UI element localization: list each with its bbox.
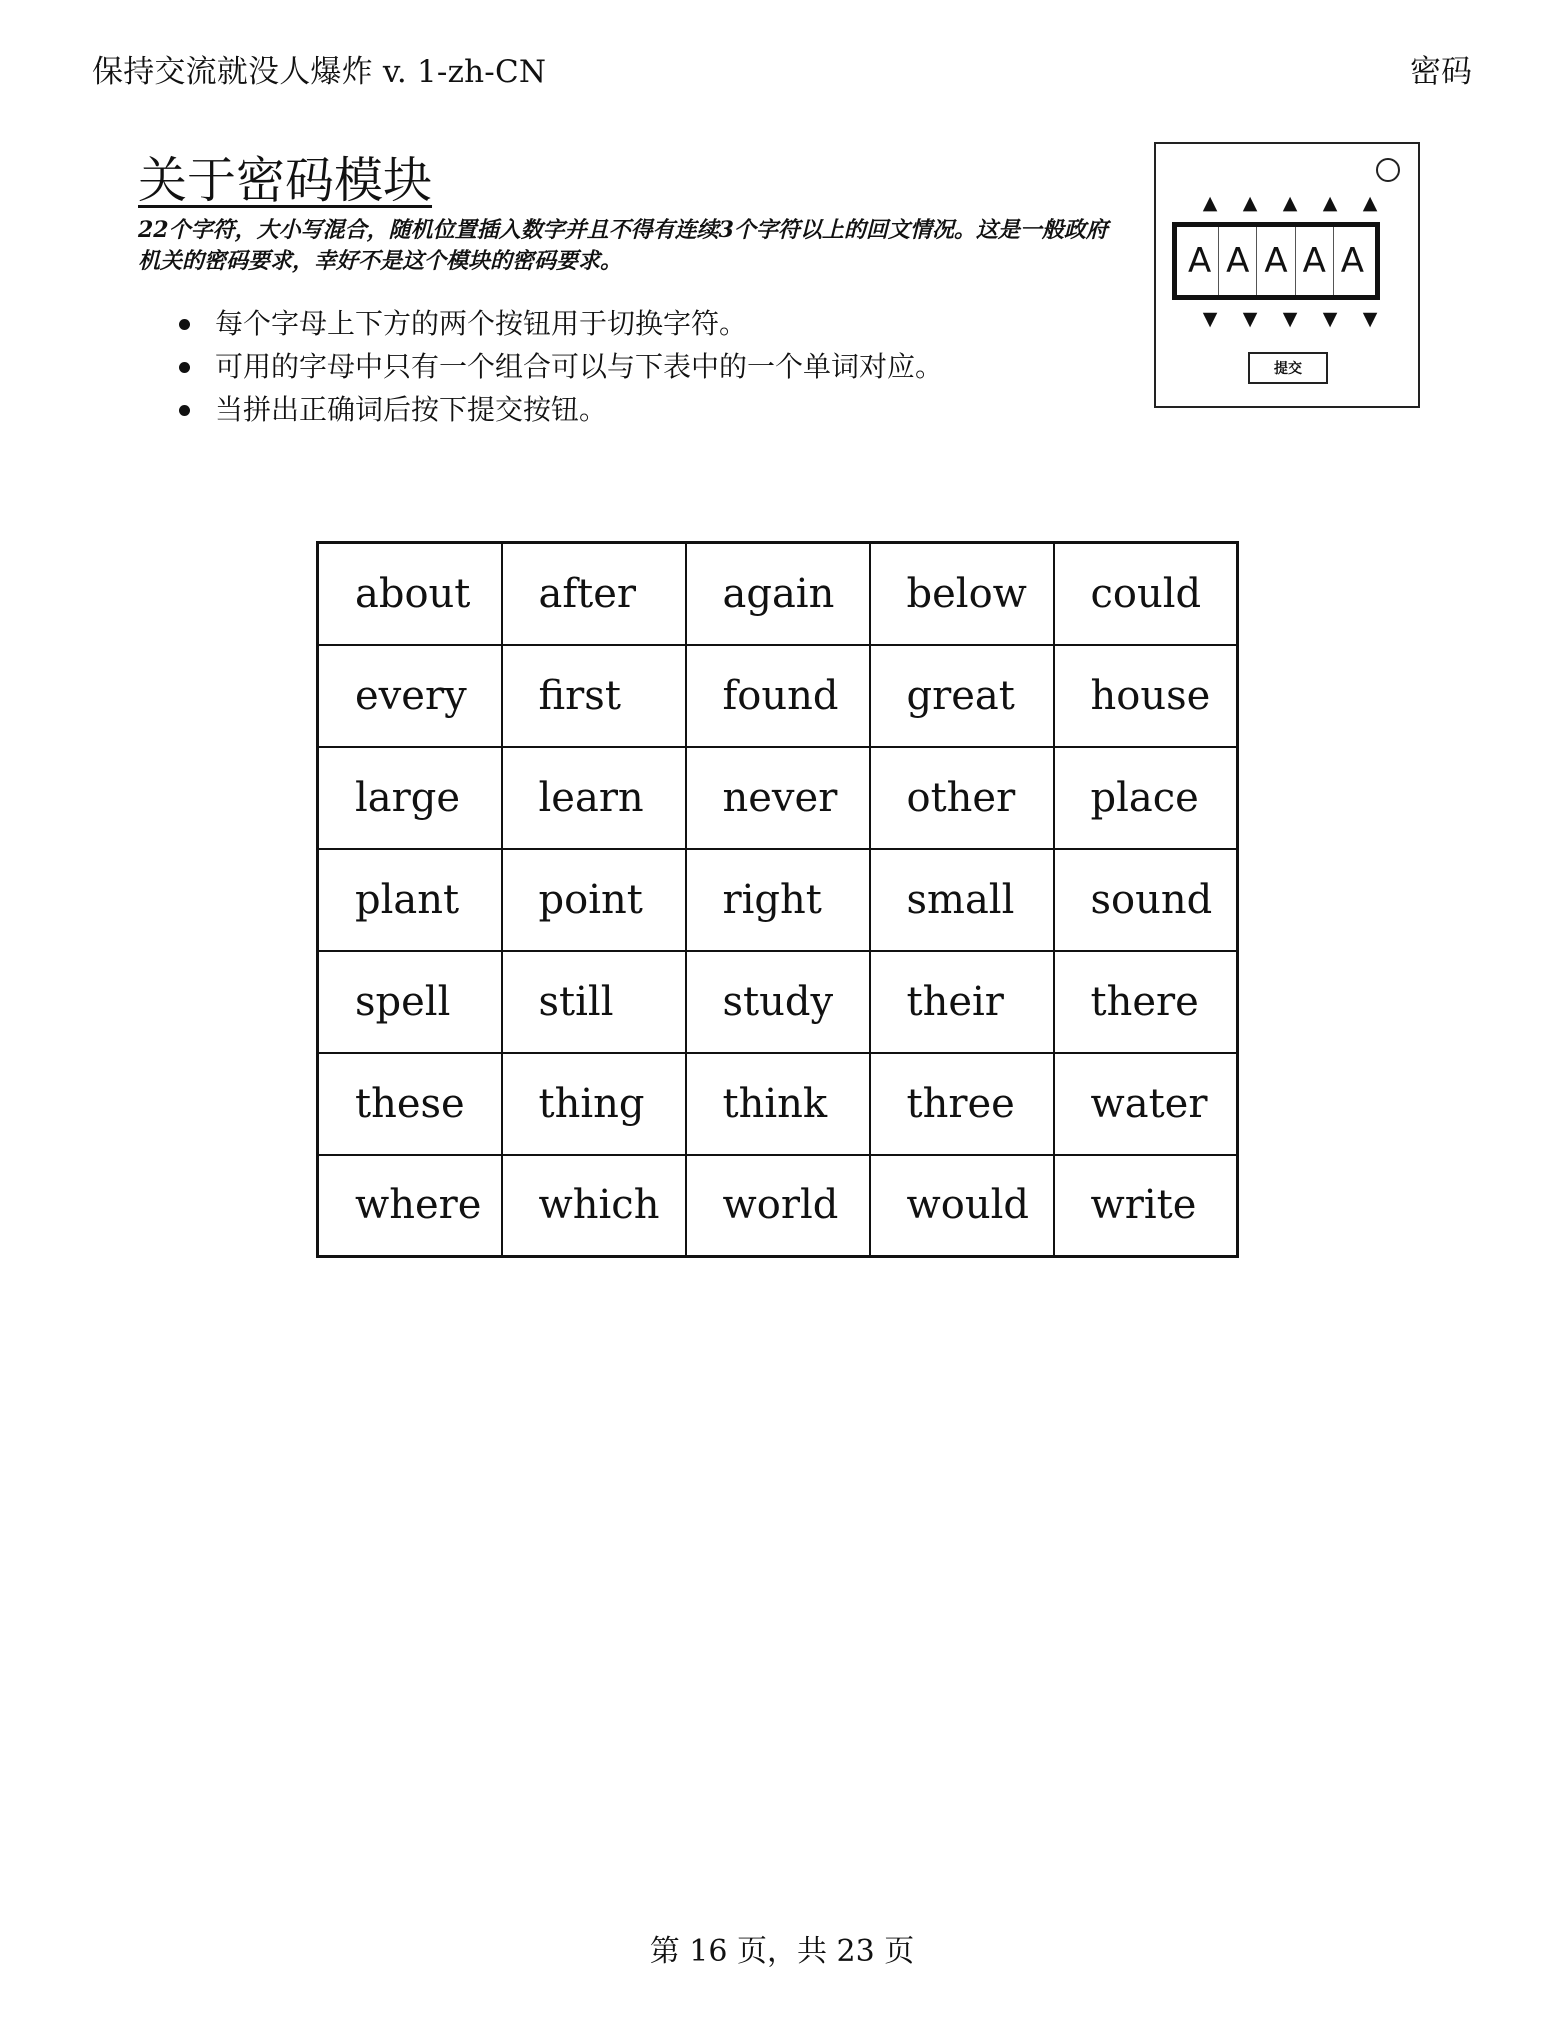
word-cell: house xyxy=(1054,645,1238,747)
word-cell: spell xyxy=(318,951,502,1053)
word-cell: about xyxy=(318,543,502,645)
word-cell: where xyxy=(318,1155,502,1257)
rule-item: 当拼出正确词后按下提交按钮。 xyxy=(215,388,943,431)
rules-list xyxy=(175,302,943,431)
table-row xyxy=(318,1155,1238,1257)
rule-item: 可用的字母中只有一个组合可以与下表中的一个单词对应。 xyxy=(215,345,943,388)
password-module-diagram xyxy=(1154,142,1420,408)
table-row xyxy=(318,747,1238,849)
table-row xyxy=(318,543,1238,645)
word-cell: these xyxy=(318,1053,502,1155)
word-cell: point xyxy=(502,849,686,951)
letter-slot: A xyxy=(1296,227,1334,295)
up-arrow-icon: ▲ xyxy=(1322,192,1338,214)
word-cell: write xyxy=(1054,1155,1238,1257)
table-row xyxy=(318,849,1238,951)
word-cell: below xyxy=(870,543,1054,645)
word-cell: found xyxy=(686,645,870,747)
letter-slot: A xyxy=(1340,241,1365,281)
word-cell: large xyxy=(318,747,502,849)
word-cell: other xyxy=(870,747,1054,849)
up-buttons xyxy=(1190,194,1390,213)
word-cell: great xyxy=(870,645,1054,747)
word-cell: would xyxy=(870,1155,1054,1257)
word-cell: study xyxy=(686,951,870,1053)
up-arrow-icon: ▲ xyxy=(1362,192,1378,214)
word-cell: learn xyxy=(502,747,686,849)
word-cell: still xyxy=(502,951,686,1053)
submit-button: 提交 xyxy=(1248,352,1328,384)
word-cell: place xyxy=(1054,747,1238,849)
word-cell: after xyxy=(502,543,686,645)
word-cell: three xyxy=(870,1053,1054,1155)
page-title: 关于密码模块 xyxy=(138,152,433,209)
table-row xyxy=(318,645,1238,747)
down-buttons xyxy=(1190,310,1390,329)
up-arrow-icon: ▲ xyxy=(1242,192,1258,214)
word-cell: again xyxy=(686,543,870,645)
letter-slot: A xyxy=(1181,227,1219,295)
up-arrow-icon: ▲ xyxy=(1282,192,1298,214)
letter-slot: A xyxy=(1219,227,1257,295)
intro-text: 22个字符，大小写混合，随机位置插入数字并且不得有连续3个字符以上的回文情况。这是一般政府机关的密码要求，幸好不是这个模块的密码要求。 xyxy=(138,217,1108,274)
word-cell: small xyxy=(870,849,1054,951)
table-row xyxy=(318,951,1238,1053)
word-cell: sound xyxy=(1054,849,1238,951)
down-arrow-icon: ▼ xyxy=(1362,308,1378,330)
word-cell: every xyxy=(318,645,502,747)
down-arrow-icon: ▼ xyxy=(1202,308,1218,330)
word-cell: there xyxy=(1054,951,1238,1053)
word-cell: right xyxy=(686,849,870,951)
word-cell: thing xyxy=(502,1053,686,1155)
table-row xyxy=(318,1053,1238,1155)
section-name: 密码 xyxy=(1410,54,1472,90)
down-arrow-icon: ▼ xyxy=(1282,308,1298,330)
up-arrow-icon: ▲ xyxy=(1202,192,1218,214)
word-cell: think xyxy=(686,1053,870,1155)
word-cell: which xyxy=(502,1155,686,1257)
word-cell: their xyxy=(870,951,1054,1053)
word-cell: plant xyxy=(318,849,502,951)
down-arrow-icon: ▼ xyxy=(1242,308,1258,330)
word-cell: first xyxy=(502,645,686,747)
word-cell: never xyxy=(686,747,870,849)
down-arrow-icon: ▼ xyxy=(1322,308,1338,330)
word-cell: water xyxy=(1054,1053,1238,1155)
word-table xyxy=(316,541,1239,1258)
status-led-icon xyxy=(1376,158,1400,182)
rule-item: 每个字母上下方的两个按钮用于切换字符。 xyxy=(215,302,943,345)
letter-display xyxy=(1172,222,1380,300)
word-cell: world xyxy=(686,1155,870,1257)
page-number: 第 16 页，共 23 页 xyxy=(649,1934,915,1969)
word-cell: could xyxy=(1054,543,1238,645)
letter-slot: A xyxy=(1257,227,1295,295)
manual-title: 保持交流就没人爆炸 v. 1-zh-CN xyxy=(92,54,547,90)
